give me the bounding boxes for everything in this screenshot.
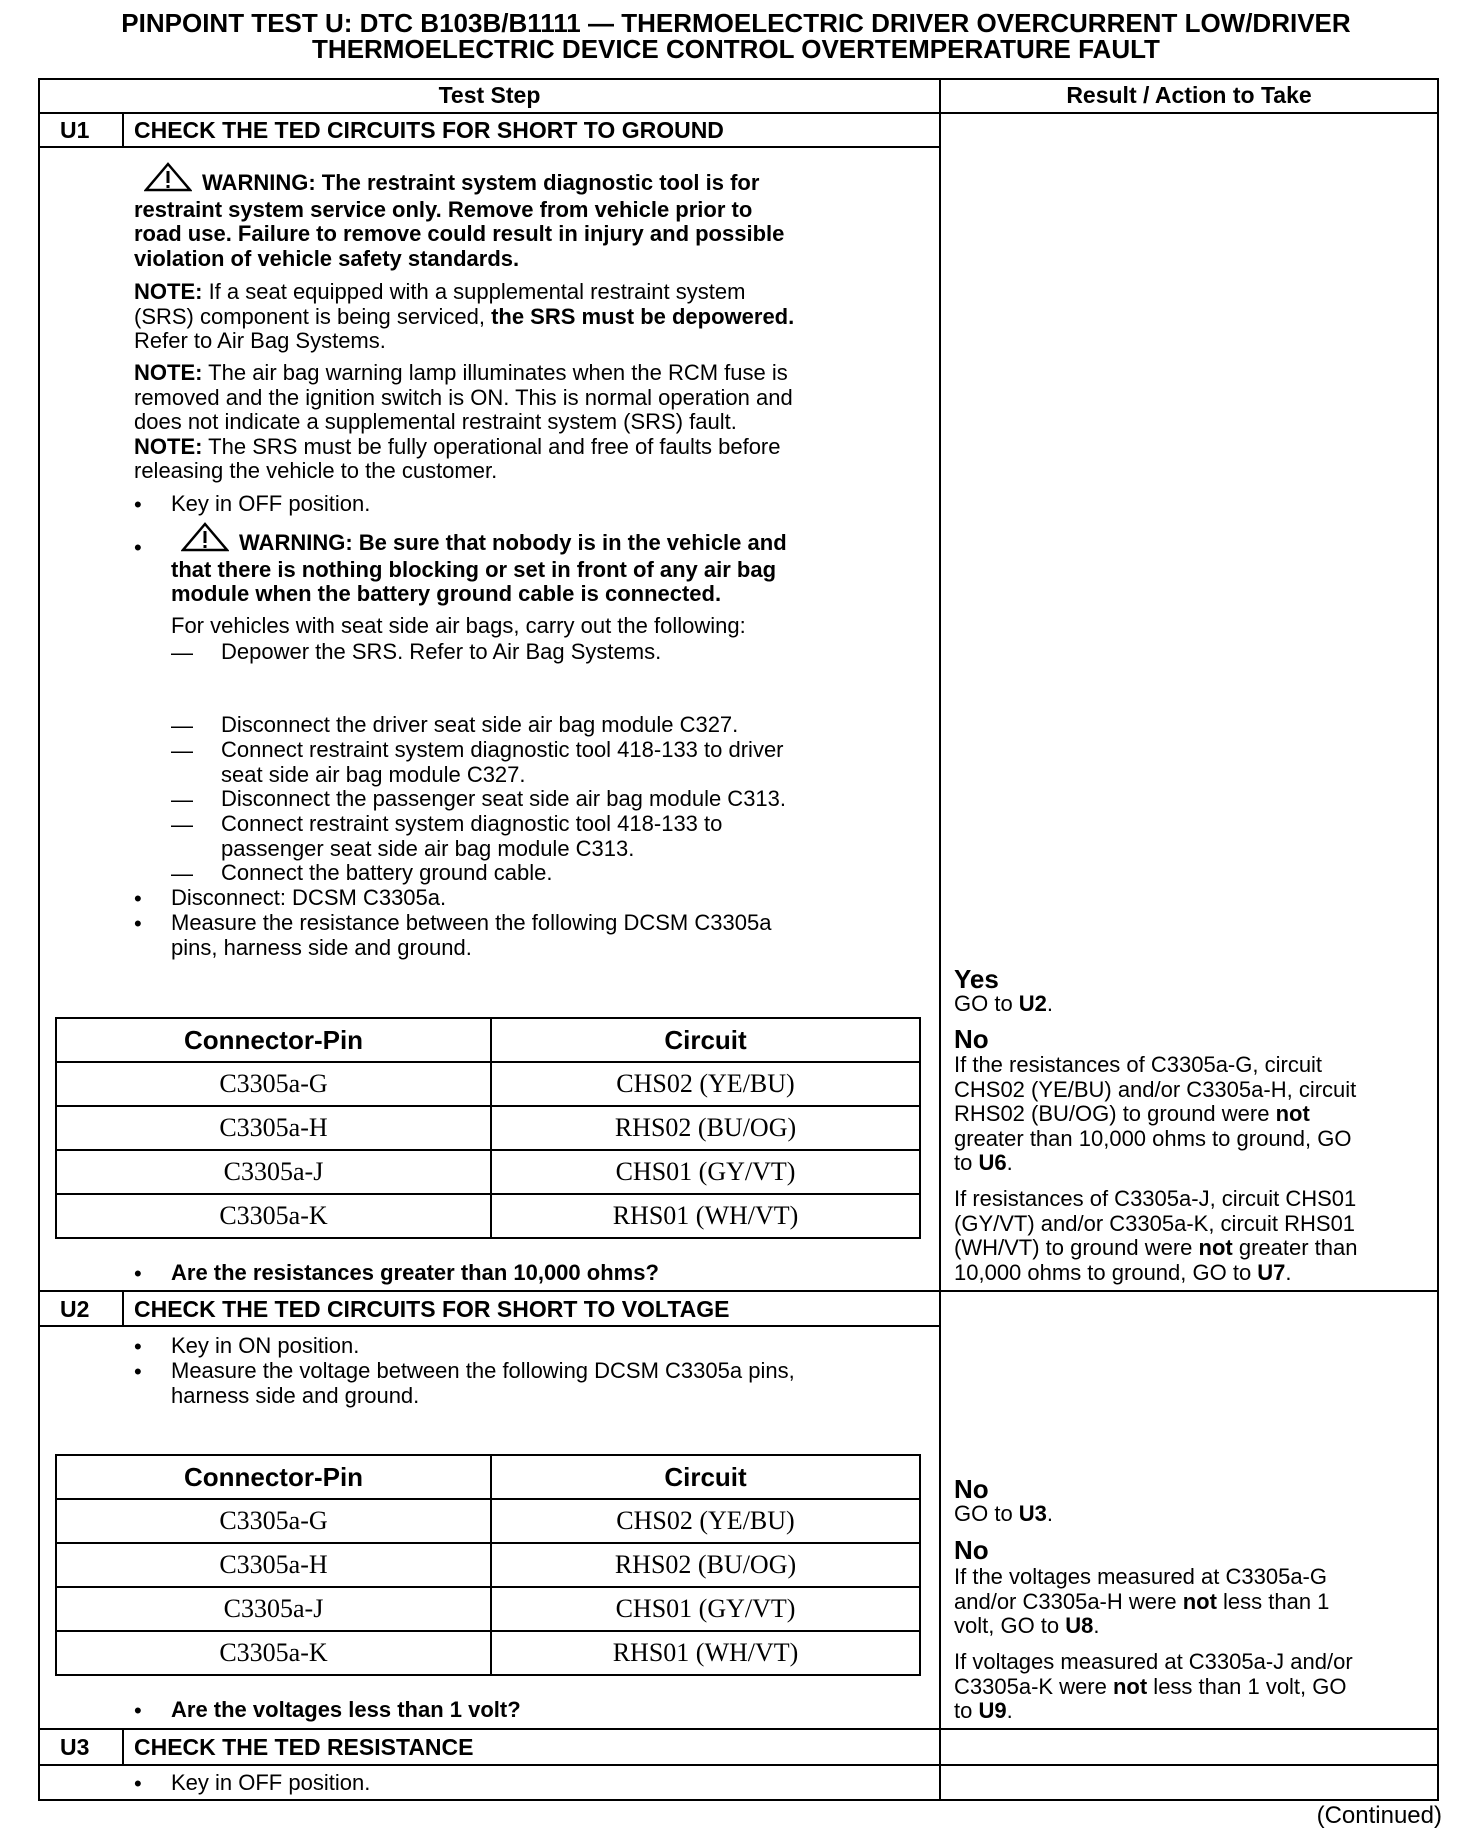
bullet-icon: • xyxy=(134,886,142,911)
continued-label: (Continued) xyxy=(1316,1802,1442,1829)
warning-triangle-icon xyxy=(144,162,192,198)
dash-icon: — xyxy=(171,713,193,738)
table-row xyxy=(56,1587,920,1631)
dash-icon: — xyxy=(171,787,193,812)
result-no-u8: If the voltages measured at C3305a-G and/or C3305a-H were not less than 1 volt, GO to U8. xyxy=(954,1564,1330,1638)
pin-cell: C3305a-H xyxy=(56,1543,491,1587)
table-row xyxy=(56,1062,920,1106)
circuit-cell: RHS02 (BU/OG) xyxy=(491,1106,920,1150)
column-header: Circuit xyxy=(491,1455,920,1499)
header-result: Result / Action to Take xyxy=(1066,82,1312,108)
bullet-icon: • xyxy=(134,492,142,517)
bullet-icon: • xyxy=(134,535,142,560)
result-no-u6: If the resistances of C3305a-G, circuit CHS02 (YE/BU) and/or C3305a-H, circuit RHS02 (BU/OG) to ground were not greater than 10,000 ohms to ground, GO to U6. xyxy=(954,1052,1357,1175)
page-title xyxy=(0,10,1472,62)
table-row xyxy=(56,1194,920,1238)
dash-icon: — xyxy=(171,738,193,763)
warning-restraint-tool: WARNING: The restraint system diagnostic tool is for restraint system service only. Remove from vehicle prior to road use. Failure to remove could result in injury and possible violation of vehicle safety standards. xyxy=(134,162,784,271)
step-title-u2: CHECK THE TED CIRCUITS FOR SHORT TO VOLTAGE xyxy=(134,1296,730,1322)
dash-icon: — xyxy=(171,812,193,837)
header-test-step: Test Step xyxy=(438,82,541,108)
step-measure-voltage: Measure the voltage between the following DCSM C3305a pins, harness side and ground. xyxy=(171,1358,795,1408)
step-title-u3: CHECK THE TED RESISTANCE xyxy=(134,1734,474,1760)
pin-cell: C3305a-G xyxy=(56,1499,491,1543)
circuit-cell: RHS01 (WH/VT) xyxy=(491,1194,920,1238)
step-disconnect-driver-module: Disconnect the driver seat side air bag module C327. xyxy=(221,712,739,737)
table-row xyxy=(56,1106,920,1150)
dash-icon: — xyxy=(171,861,193,886)
result-yes-label: Yes xyxy=(954,964,999,994)
circuit-cell: CHS01 (GY/VT) xyxy=(491,1587,920,1631)
step-depower-srs: Depower the SRS. Refer to Air Bag Systems. xyxy=(221,639,662,664)
note-srs-depower: NOTE: If a seat equipped with a supplemental restraint system (SRS) component is being serviced, the SRS must be depowered. Refer to Air Bag Systems. xyxy=(134,279,795,353)
question-u2: Are the voltages less than 1 volt? xyxy=(171,1697,521,1722)
table-row xyxy=(56,1150,920,1194)
result-no-label: No xyxy=(954,1535,989,1565)
step-id-u1: U1 xyxy=(60,117,90,143)
result-no-u3: GO to U3. xyxy=(954,1501,1054,1526)
bullet-icon: • xyxy=(134,1334,142,1359)
table-row xyxy=(56,1543,920,1587)
bullet-icon: • xyxy=(134,1261,142,1286)
pin-cell: C3305a-K xyxy=(56,1631,491,1675)
step-connect-tool-passenger: Connect restraint system diagnostic tool 418-133 to passenger seat side air bag module C313. xyxy=(221,811,723,861)
pin-cell: C3305a-G xyxy=(56,1062,491,1106)
result-no-label: No xyxy=(954,1474,989,1504)
question-u1: Are the resistances greater than 10,000 ohms? xyxy=(171,1260,659,1285)
bullet-icon: • xyxy=(134,1698,142,1723)
circuit-cell: RHS02 (BU/OG) xyxy=(491,1543,920,1587)
step-title-u1: CHECK THE TED CIRCUITS FOR SHORT TO GROUND xyxy=(134,117,724,143)
pin-table-u2 xyxy=(55,1454,921,1676)
circuit-cell: CHS01 (GY/VT) xyxy=(491,1150,920,1194)
circuit-cell: RHS01 (WH/VT) xyxy=(491,1631,920,1675)
step-connect-battery: Connect the battery ground cable. xyxy=(221,860,553,885)
step-connect-tool-driver: Connect restraint system diagnostic tool 418-133 to driver seat side air bag module C327. xyxy=(221,737,784,787)
circuit-cell: CHS02 (YE/BU) xyxy=(491,1499,920,1543)
step-id-u3: U3 xyxy=(60,1734,90,1760)
bullet-icon: • xyxy=(134,911,142,936)
pin-cell: C3305a-H xyxy=(56,1106,491,1150)
step-key-off: Key in OFF position. xyxy=(171,491,371,516)
table-header-row xyxy=(56,1018,920,1062)
result-no-label: No xyxy=(954,1024,989,1054)
table-header-row xyxy=(56,1455,920,1499)
note-warning-lamp: NOTE: The air bag warning lamp illuminates when the RCM fuse is removed and the ignition switch is ON. This is normal operation and does not indicate a supplemental restraint system (SRS) fault. NOTE: The SRS must be fully operational and free of faults before releasing the vehicle to the customer. xyxy=(134,360,793,483)
table-row xyxy=(56,1499,920,1543)
result-no-u7: If resistances of C3305a-J, circuit CHS01 (GY/VT) and/or C3305a-K, circuit RHS01 (WH/VT) to ground were not greater than 10,000 ohms to ground, GO to U7. xyxy=(954,1186,1358,1285)
dash-icon: — xyxy=(171,640,193,665)
pin-cell: C3305a-J xyxy=(56,1587,491,1631)
result-yes-text: GO to U2. xyxy=(954,991,1054,1016)
step-id-u2: U2 xyxy=(60,1296,90,1322)
column-header: Circuit xyxy=(491,1018,920,1062)
pin-cell: C3305a-K xyxy=(56,1194,491,1238)
seat-side-intro: For vehicles with seat side air bags, carry out the following: xyxy=(171,613,746,638)
bullet-icon: • xyxy=(134,1359,142,1384)
pin-table-u1 xyxy=(55,1017,921,1239)
step-key-off-u3: Key in OFF position. xyxy=(171,1770,371,1795)
step-disconnect-passenger-module: Disconnect the passenger seat side air bag module C313. xyxy=(221,786,787,811)
bullet-icon: • xyxy=(134,1771,142,1796)
table-row xyxy=(56,1631,920,1675)
circuit-cell: CHS02 (YE/BU) xyxy=(491,1062,920,1106)
title-line-1: PINPOINT TEST U: DTC B103B/B1111 — THERMOELECTRIC DRIVER OVERCURRENT LOW/DRIVER xyxy=(121,8,1351,38)
pin-cell: C3305a-J xyxy=(56,1150,491,1194)
warning-nobody-in-vehicle: WARNING: Be sure that nobody is in the vehicle and that there is nothing blocking or set in front of any air bag module when the battery ground cable is connected. xyxy=(171,522,787,607)
title-line-2: THERMOELECTRIC DEVICE CONTROL OVERTEMPERATURE FAULT xyxy=(312,34,1160,64)
step-key-on: Key in ON position. xyxy=(171,1333,360,1358)
warning-triangle-icon xyxy=(181,522,229,558)
step-disconnect-dcsm: Disconnect: DCSM C3305a. xyxy=(171,885,447,910)
result-no-u9: If voltages measured at C3305a-J and/or C3305a-K were not less than 1 volt, GO to U9. xyxy=(954,1649,1353,1723)
column-header: Connector-Pin xyxy=(56,1455,491,1499)
column-header: Connector-Pin xyxy=(56,1018,491,1062)
step-measure-resistance: Measure the resistance between the following DCSM C3305a pins, harness side and ground. xyxy=(171,910,772,960)
